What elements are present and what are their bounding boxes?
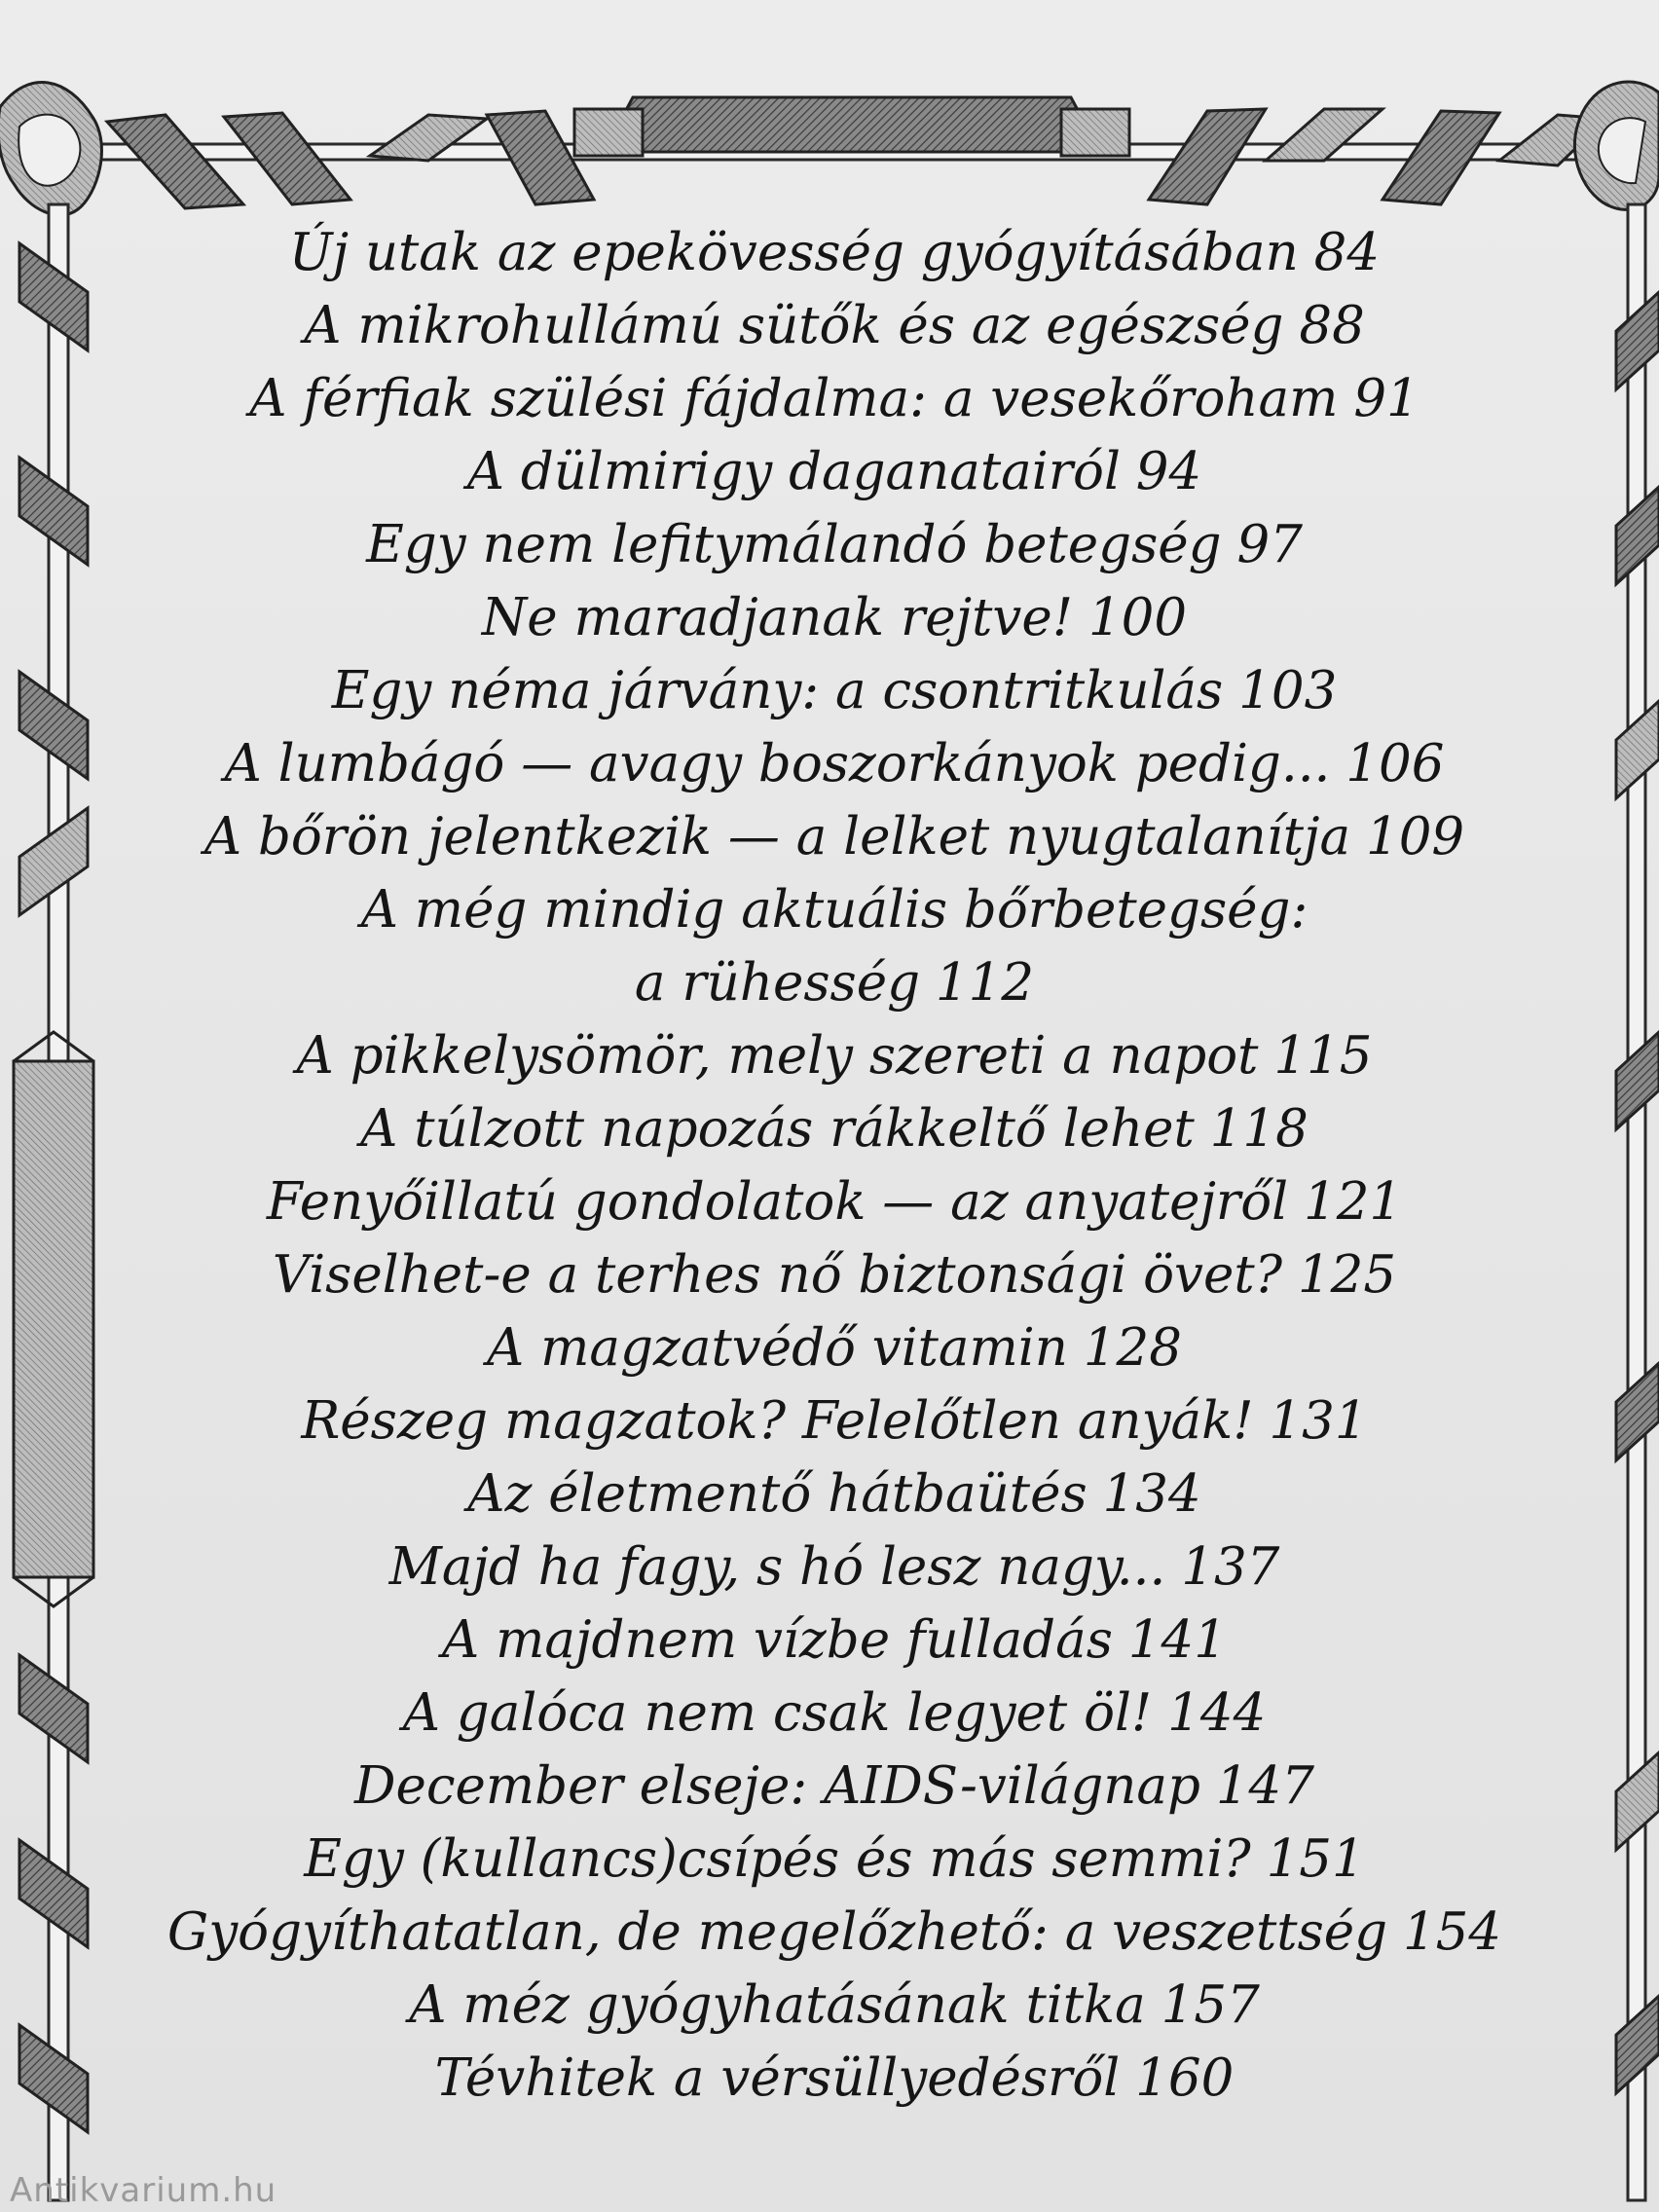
toc-entry-page-number: 121 — [1303, 1172, 1403, 1232]
toc-entry-page-number: 84 — [1313, 223, 1381, 282]
toc-entry — [127, 362, 1542, 435]
toc-entry-title: Fenyőillatú gondolatok — az anyatejről — [266, 1172, 1289, 1232]
toc-entry — [127, 1238, 1542, 1311]
right-ribbon-column — [1616, 204, 1659, 2200]
toc-entry — [127, 1896, 1542, 1969]
toc-entry-title: A majdnem vízbe fulladás — [442, 1610, 1113, 1670]
toc-entry — [127, 508, 1542, 581]
toc-entry-title: A túlzott napozás rákkeltő lehet — [360, 1099, 1195, 1159]
toc-entry — [127, 1823, 1542, 1896]
top-left-corner-ornament — [0, 83, 101, 215]
toc-entry — [127, 581, 1542, 654]
toc-entry — [127, 1750, 1542, 1823]
toc-entry-title: December elseje: AIDS-világnap — [354, 1756, 1200, 1816]
toc-entry — [127, 1969, 1542, 2042]
toc-entry-page-number: 157 — [1161, 1975, 1260, 2035]
toc-entry — [127, 1677, 1542, 1750]
toc-entry-title: A pikkelysömör, mely szereti a napot — [296, 1026, 1259, 1086]
toc-entry-page-number: 128 — [1083, 1318, 1182, 1378]
toc-entry-page-number: 94 — [1135, 442, 1202, 501]
toc-entry-title: A lumbágó — avagy boszorkányok pedig... — [224, 734, 1331, 793]
toc-entry-page-number: 106 — [1346, 734, 1445, 793]
toc-entry-page-number: 91 — [1353, 369, 1419, 428]
toc-entry-title: Majd ha fagy, s hó lesz nagy... — [388, 1537, 1166, 1597]
toc-entry-page-number: 147 — [1215, 1756, 1314, 1816]
toc-entry — [127, 1530, 1542, 1604]
toc-entry-page-number: 144 — [1167, 1683, 1267, 1743]
toc-entry-title: A galóca nem csak legyet öl! — [402, 1683, 1153, 1743]
toc-entry — [127, 654, 1542, 727]
toc-entry-title: Az életmentő hátbaütés — [467, 1464, 1088, 1524]
toc-entry — [127, 1019, 1542, 1092]
toc-entry-page-number: 103 — [1238, 661, 1338, 720]
toc-entry — [127, 1165, 1542, 1238]
toc-entry-page-number: 97 — [1236, 515, 1303, 574]
toc-entry-title: A magzatvédő vitamin — [487, 1318, 1068, 1378]
toc-entry-page-number: 115 — [1273, 1026, 1373, 1086]
toc-entry-title: A férfiak szülési fájdalma: a vesekőroham — [249, 369, 1339, 428]
toc-entry-title: Egy nem lefitymálandó betegség — [366, 515, 1222, 574]
toc-entry — [127, 289, 1542, 362]
toc-entry-page-number: 118 — [1209, 1099, 1309, 1159]
toc-entry-page-number: 125 — [1297, 1245, 1397, 1305]
left-ribbon-column — [14, 204, 93, 2200]
toc-entry-page-number: 131 — [1269, 1391, 1368, 1451]
toc-entry — [127, 1604, 1542, 1677]
toc-entry — [127, 1092, 1542, 1165]
toc-entry-title: Egy (kullancs)csípés és más semmi? — [304, 1829, 1251, 1889]
toc-entry-title: Tévhitek a vérsüllyedésről — [434, 2048, 1121, 2108]
table-of-contents — [127, 216, 1542, 2115]
toc-entry-page-number: 160 — [1135, 2048, 1235, 2108]
watermark: Antikvarium.hu — [10, 2171, 277, 2210]
toc-entry-title: Egy néma járvány: a csontritkulás — [331, 661, 1224, 720]
toc-entry-title-continued: a rühesség — [634, 953, 921, 1013]
top-right-corner-ornament — [1574, 82, 1659, 209]
toc-entry-page-number: 109 — [1365, 807, 1465, 866]
toc-entry-title: A méz gyógyhatásának titka — [409, 1975, 1146, 2035]
toc-entry-page-number: 154 — [1402, 1902, 1502, 1962]
toc-entry — [127, 800, 1542, 873]
toc-entry-title: Viselhet-e a terhes nő biztonsági övet? — [272, 1245, 1283, 1305]
toc-entry-page-number: 100 — [1088, 588, 1188, 647]
toc-entry — [127, 435, 1542, 508]
toc-entry — [127, 1384, 1542, 1457]
toc-entry-title: Gyógyíthatatlan, de megelőzhető: a veszettség — [166, 1902, 1388, 1962]
toc-entry-title: Új utak az epekövesség gyógyításában — [288, 223, 1299, 282]
toc-entry-title: A dülmirigy daganatairól — [466, 442, 1121, 501]
toc-entry — [127, 2042, 1542, 2115]
toc-entry — [127, 1311, 1542, 1384]
toc-entry-page-number: 134 — [1102, 1464, 1201, 1524]
toc-entry-title: Ne maradjanak rejtve! — [481, 588, 1073, 647]
top-ribbon — [88, 97, 1626, 208]
toc-entry — [127, 1457, 1542, 1530]
toc-entry — [127, 727, 1542, 800]
toc-entry-page-number: 141 — [1127, 1610, 1227, 1670]
toc-entry-page-number: 151 — [1266, 1829, 1365, 1889]
toc-entry-page-number: 137 — [1181, 1537, 1280, 1597]
toc-entry-page-number: 112 — [935, 953, 1035, 1013]
toc-entry-title: A mikrohullámú sütők és az egészség — [304, 296, 1284, 355]
toc-entry — [127, 873, 1542, 1019]
toc-entry-title: A még mindig aktuális bőrbetegség: — [360, 880, 1309, 940]
toc-entry — [127, 216, 1542, 289]
toc-entry-title: A bőrön jelentkezik — a lelket nyugtalanítja — [203, 807, 1351, 866]
toc-entry-page-number: 88 — [1299, 296, 1365, 355]
toc-entry-title: Részeg magzatok? Felelőtlen anyák! — [301, 1391, 1254, 1451]
